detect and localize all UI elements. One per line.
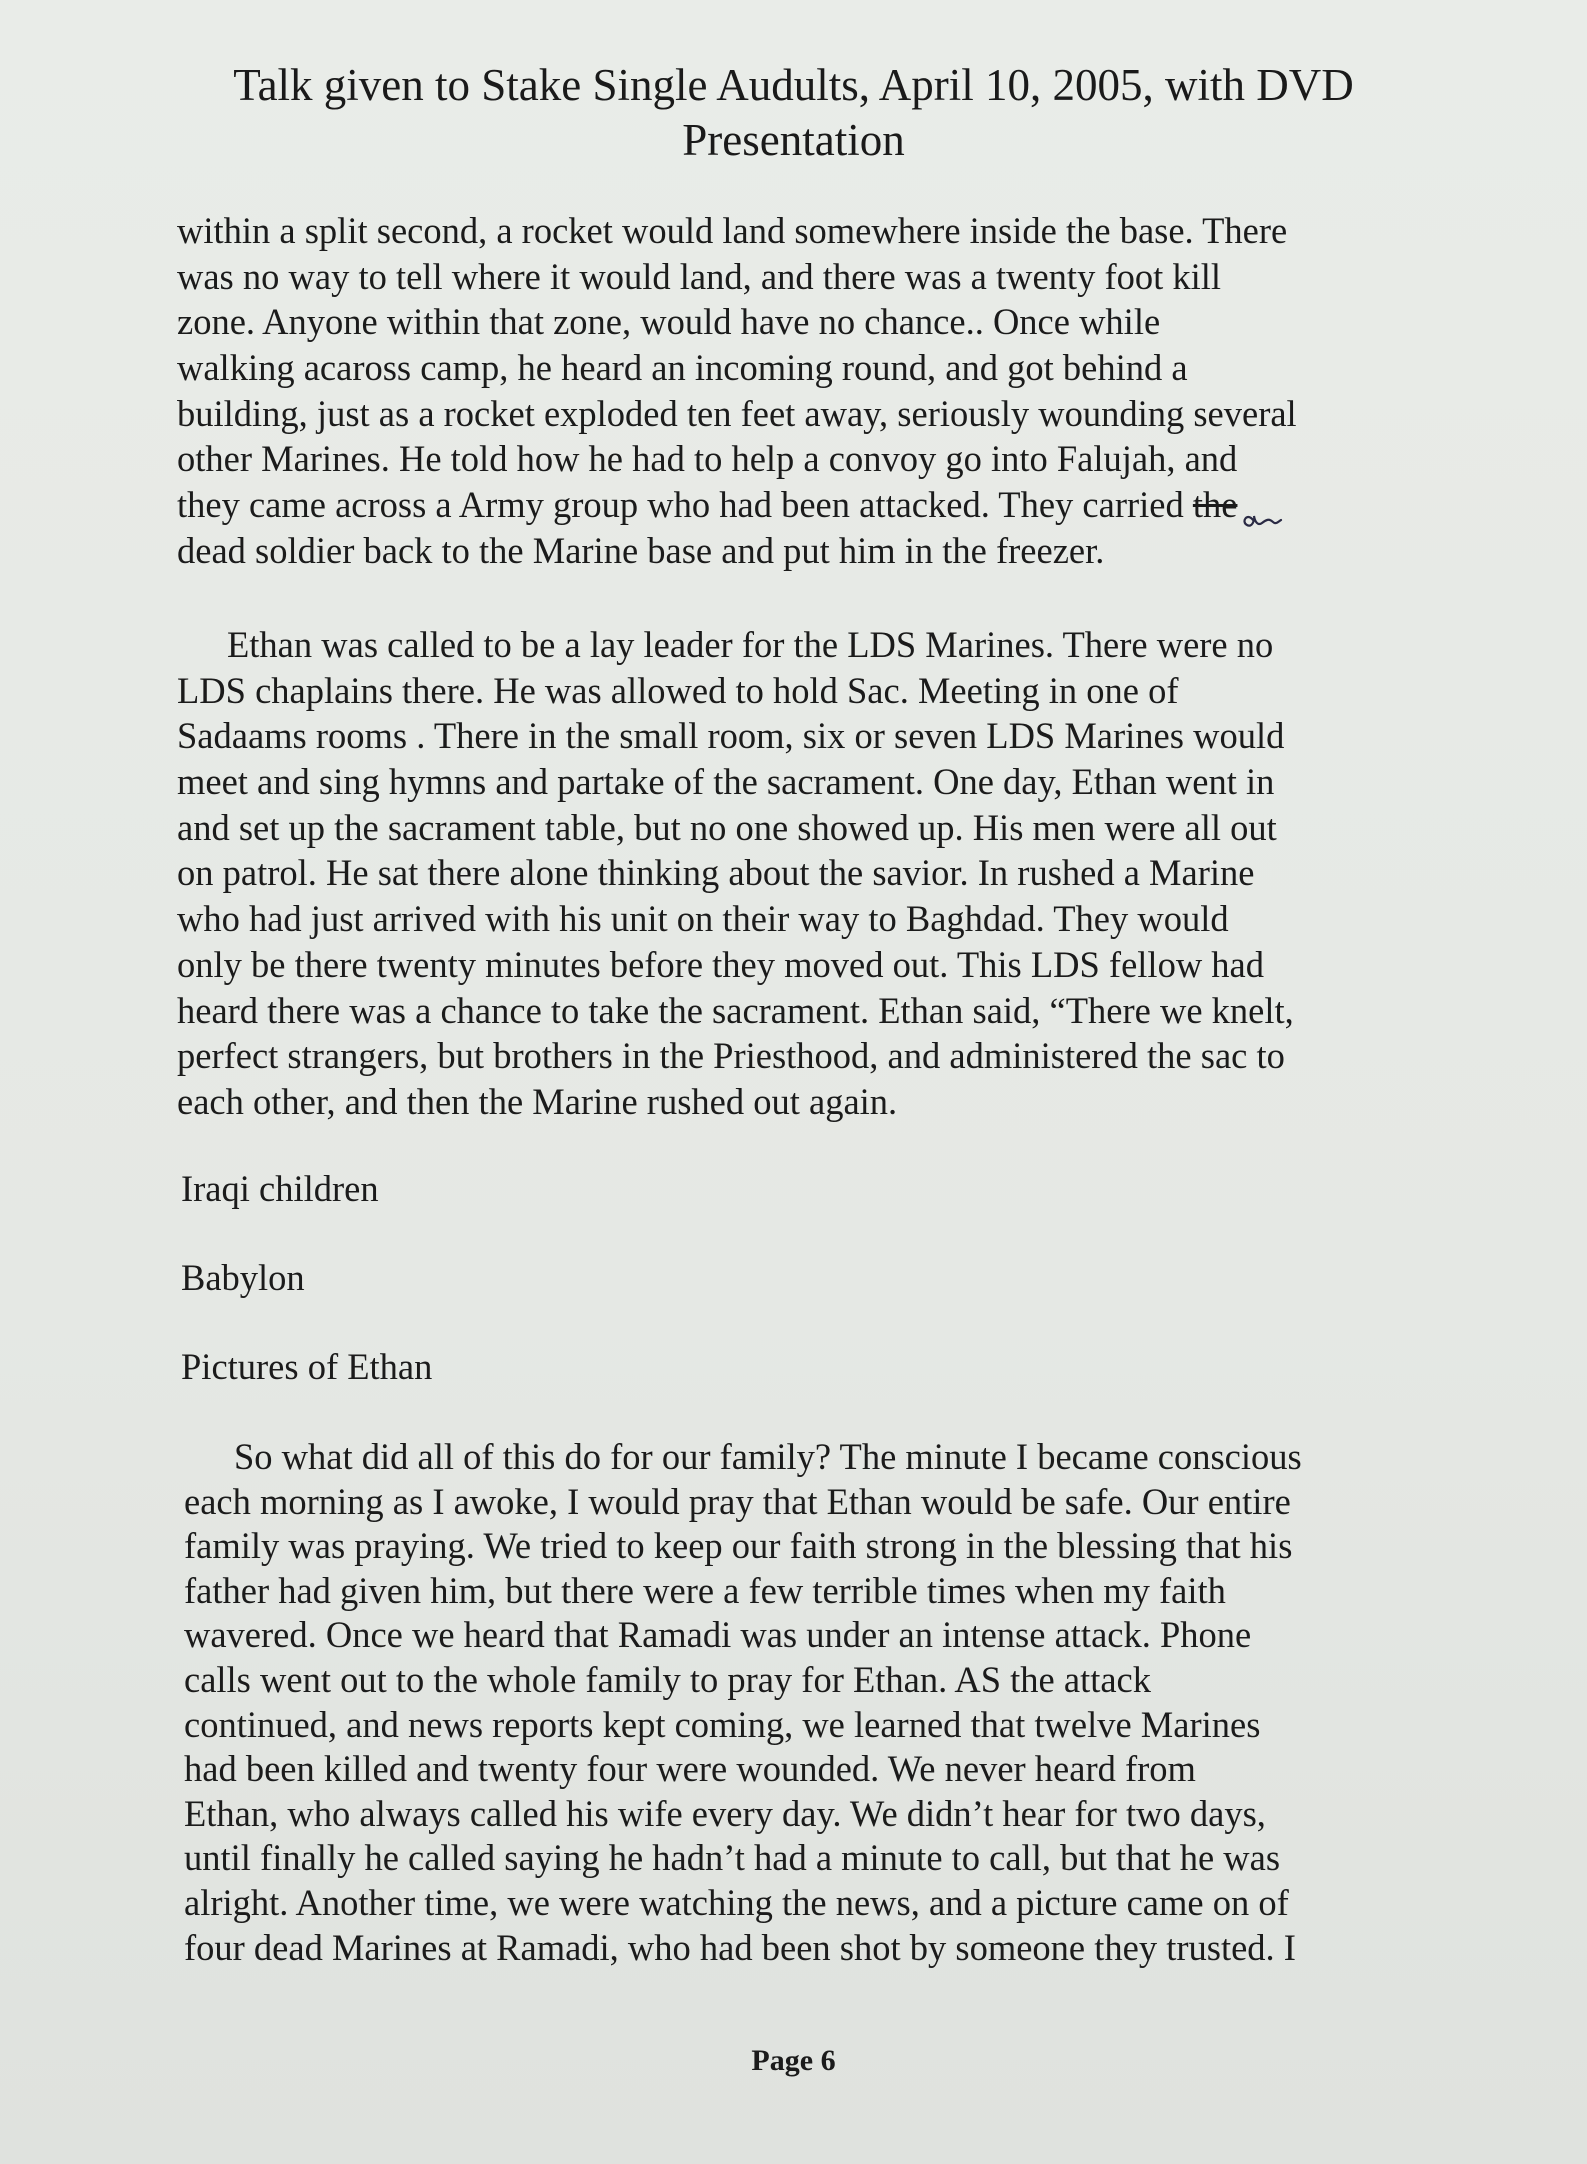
paragraph-line: heard there was a chance to take the sacrament. Ethan said, “There we knelt, <box>177 989 1294 1031</box>
paragraph-line: other Marines. He told how he had to help a convoy go into Falujah, and <box>177 438 1238 480</box>
paragraph-line: Ethan was called to be a lay leader for the LDS Marines. There were no <box>227 624 1274 665</box>
paragraph-line: family was praying. We tried to keep our faith strong in the blessing that his <box>184 1525 1293 1567</box>
list-item-babylon: Babylon <box>181 1257 305 1298</box>
paragraph-line: and set up the sacrament table, but no one showed up. His men were all out <box>177 806 1277 848</box>
paragraph-line: father had given him, but there were a few terrible times when my faith <box>184 1569 1226 1611</box>
paragraph-line: four dead Marines at Ramadi, who had been shot by someone they trusted. I <box>184 1926 1296 1968</box>
paragraph-line: Ethan, who always called his wife every day. We didn’t hear for two days, <box>184 1792 1266 1834</box>
paragraph-line: dead soldier back to the Marine base and put him in the freezer. <box>177 529 1105 571</box>
paragraph-line: within a split second, a rocket would land somewhere inside the base. There <box>177 210 1288 251</box>
paragraph-line: meet and sing hymns and partake of the sacrament. One day, Ethan went in <box>177 761 1275 803</box>
paragraph-line: Sadaams rooms . There in the small room, six or seven LDS Marines would <box>177 715 1285 757</box>
paragraph-line: zone. Anyone within that zone, would have no chance.. Once while <box>177 301 1161 343</box>
paragraph-line: So what did all of this do for our family? The minute I became conscious <box>234 1436 1302 1477</box>
paragraph-line: continued, and news reports kept coming, we learned that twelve Marines <box>184 1703 1261 1745</box>
paragraph-line: had been killed and twenty four were wounded. We never heard from <box>184 1748 1196 1790</box>
paragraph-line: LDS chaplains there. He was allowed to hold Sac. Meeting in one of <box>177 669 1179 711</box>
title-line-1: Talk given to Stake Single Audults, April 10, 2005, with DVD <box>233 60 1354 110</box>
paragraph-line: calls went out to the whole family to pray for Ethan. AS the attack <box>184 1658 1152 1700</box>
paragraph-line: each morning as I awoke, I would pray that Ethan would be safe. Our entire <box>184 1480 1291 1522</box>
paragraph-line: walking acaross camp, he heard an incoming round, and got behind a <box>177 347 1188 389</box>
handwritten-correction <box>1239 495 1283 523</box>
list-item-iraqi-children: Iraqi children <box>181 1168 379 1209</box>
paragraph-line: perfect strangers, but brothers in the Priesthood, and administered the sac to <box>177 1035 1285 1077</box>
document-title <box>160 58 1427 168</box>
paragraph-line: only be there twenty minutes before they moved out. This LDS fellow had <box>177 943 1264 985</box>
paragraph-line: until finally he called saying he hadn’t had a minute to call, but that he was <box>184 1837 1281 1879</box>
paragraph-line: each other, and then the Marine rushed out again. <box>177 1080 898 1122</box>
list-item-pictures-of-ethan: Pictures of Ethan <box>181 1346 433 1387</box>
paragraph-family-faith <box>184 1435 1302 1970</box>
paragraph-line: building, just as a rocket exploded ten feet away, seriously wounding several <box>177 392 1297 434</box>
paragraph-line-text: they came across a Army group who had been attacked. They carried <box>177 484 1193 526</box>
paragraph-line: was no way to tell where it would land, and there was a twenty foot kill <box>177 255 1222 297</box>
paragraph-line: wavered. Once we heard that Ramadi was under an intense attack. Phone <box>184 1614 1252 1656</box>
title-line-2: Presentation <box>682 115 905 165</box>
paragraph-rocket-attacks <box>177 208 1297 574</box>
page-number: Page 6 <box>751 2044 836 2077</box>
struck-word: the <box>1192 484 1238 526</box>
paragraph-line: who had just arrived with his unit on their way to Baghdad. They would <box>177 898 1229 940</box>
paragraph-line: on patrol. He sat there alone thinking about the savior. In rushed a Marine <box>177 852 1255 894</box>
paragraph-line-with-correction <box>177 482 1297 528</box>
paragraph-lay-leader <box>177 622 1294 1125</box>
paragraph-line: alright. Another time, we were watching the news, and a picture came on of <box>184 1881 1289 1923</box>
